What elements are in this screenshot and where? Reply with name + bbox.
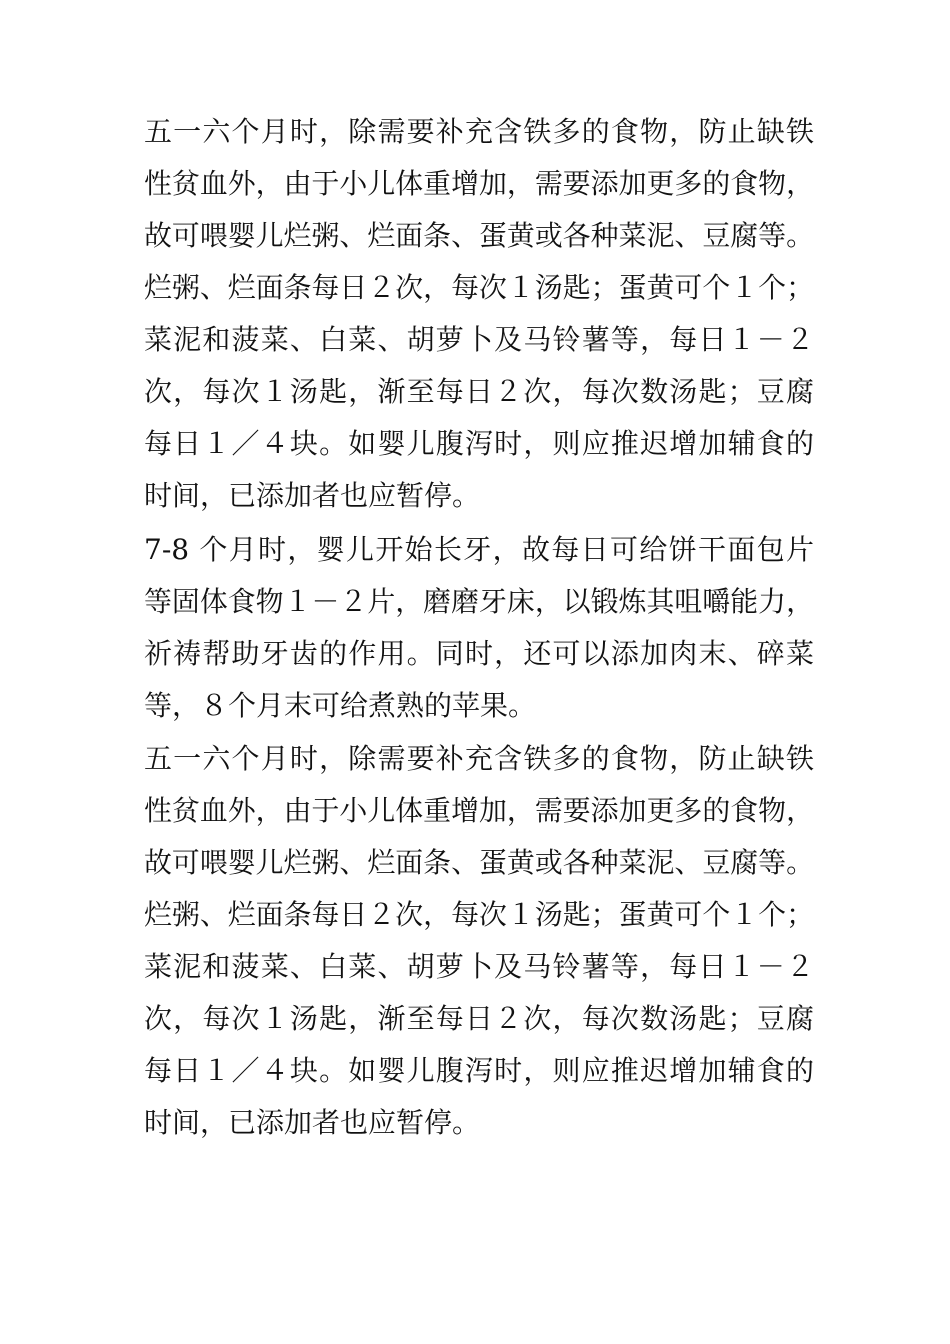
paragraph-line: 菜泥和菠菜、白菜、胡萝卜及马铃薯等，每日１－２ [144, 323, 814, 356]
paragraph-line: 菜泥和菠菜、白菜、胡萝卜及马铃薯等，每日１－２ [144, 950, 814, 983]
paragraph-3 [144, 733, 814, 1149]
paragraph-line: 性贫血外，由于小儿体重增加，需要添加更多的食物， [144, 794, 814, 827]
paragraph-line: 烂粥、烂面条每日２次，每次１汤匙；蛋黄可个１个； [144, 898, 814, 931]
paragraph-line: 祈祷帮助牙齿的作用。同时，还可以添加肉末、碎菜 [144, 637, 814, 670]
paragraph-line: 五一六个月时，除需要补充含铁多的食物，防止缺铁 [144, 115, 814, 148]
paragraph-line: 五一六个月时，除需要补充含铁多的食物，防止缺铁 [144, 742, 814, 775]
paragraph-line: 每日１／４块。如婴儿腹泻时，则应推迟增加辅食的 [144, 427, 814, 460]
paragraph-line: 性贫血外，由于小儿体重增加，需要添加更多的食物， [144, 167, 814, 200]
paragraph-line: 7-8 个月时，婴儿开始长牙，故每日可给饼干面包片 [144, 533, 814, 566]
paragraph-line: 每日１／４块。如婴儿腹泻时，则应推迟增加辅食的 [144, 1054, 814, 1087]
paragraph-line: 等固体食物１－２片，磨磨牙床，以锻炼其咀嚼能力， [144, 585, 814, 618]
paragraph-line: 次，每次１汤匙，渐至每日２次，每次数汤匙；豆腐 [144, 375, 814, 408]
paragraph-line: 故可喂婴儿烂粥、烂面条、蛋黄或各种菜泥、豆腐等。 [144, 846, 814, 879]
paragraph-line: 时间，已添加者也应暂停。 [144, 479, 481, 512]
paragraph-line: 烂粥、烂面条每日２次，每次１汤匙；蛋黄可个１个； [144, 271, 814, 304]
paragraph-line: 故可喂婴儿烂粥、烂面条、蛋黄或各种菜泥、豆腐等。 [144, 219, 814, 252]
paragraph-line: 次，每次１汤匙，渐至每日２次，每次数汤匙；豆腐 [144, 1002, 814, 1035]
paragraph-line: 时间，已添加者也应暂停。 [144, 1106, 481, 1139]
paragraph-1 [144, 106, 814, 522]
paragraph-2 [144, 524, 814, 732]
paragraph-line: 等，８个月末可给煮熟的苹果。 [144, 689, 537, 722]
